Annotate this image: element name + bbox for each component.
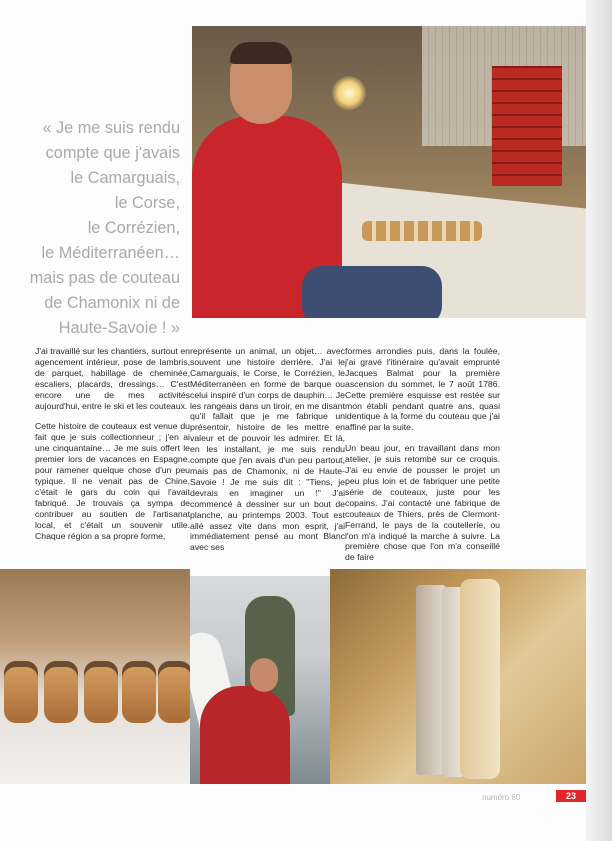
knife-closeup-photo: [330, 569, 586, 784]
paragraph: représente un animal, un objet… avec souvent une histoire derrière. J'ai le Camarguais, le Corse, le Corrézien, le Méditerranéen en forme de barque ou celui inspiré d'un corps de dauphin… Je les rangeais dans un tiroir, en me disant qu'il fallait que je me fabrique un présentoir, histoire de les mettre en valeur et de pouvoir les admirer. Et là, en les installant, je me suis rendu compte que j'en avais d'un peu partout, mais pas de Chamonix, ni de Haute-Savoie ! Je me suis dit : "Tiens, je devrais en imaginer un !" J'ai commencé à dessiner sur un bout de planche, au printemps 2003. Tout est allé assez vite dans mon esprit, j'ai immédiatement pensé au mont Blanc avec ses: [190, 346, 345, 553]
quote-line: compte que j'avais: [45, 144, 180, 162]
paragraph: Un beau jour, en travaillant dans mon atelier, je suis retombé sur ce croquis. J'ai eu envie de pousser le projet un peu plus loin et de fabriquer une petite série de couteaux, juste pour les copains. J'ai contacté une fabrique de couteaux de Thiers, près de Clermont-Ferrand, le pays de la coutellerie, ou l'on m'a indiqué la marche à suivre. La première chose que l'on m'a conseillé de faire: [345, 443, 500, 563]
workshop-photo: [192, 26, 586, 318]
knife-handle: [460, 579, 500, 779]
knife-handle: [44, 661, 78, 723]
page-number: 23: [556, 790, 586, 802]
paragraph: J'ai travaillé sur les chantiers, surtout en agencement intérieur, pose de lambris, de parquet, habillage de cheminée, escaliers, placards, dressings… C'est encore une de mes activités aujourd'hui, entre le ski et les couteaux.: [35, 346, 190, 411]
quote-line: de Chamonix ni de: [44, 294, 180, 312]
knife-handle: [4, 661, 38, 723]
quote-line: Haute-Savoie ! »: [58, 319, 180, 337]
text-column-2: [190, 346, 345, 563]
pull-quote: [14, 116, 180, 341]
knife-handle: [122, 661, 156, 723]
craftsman-legs: [302, 266, 442, 318]
issue-label: numéro 60: [482, 793, 521, 802]
knife-row: [362, 221, 482, 241]
quote-line: mais pas de couteau: [29, 269, 180, 287]
knife-handle: [158, 661, 190, 723]
text-column-3: [345, 346, 500, 573]
craftsman-hair: [230, 42, 292, 64]
statue-photo: [190, 576, 330, 784]
quote-line: le Camarguais,: [70, 169, 180, 187]
quote-line: « Je me suis rendu: [42, 119, 180, 137]
craftsman-head: [250, 658, 278, 692]
paragraph: Cette histoire de couteaux est venue du fait que je suis collectionneur ; j'en ai une cinquantaine… Je me suis offert le premier lors de vacances en Espagne, pour ramener quelque chose d'un peu typique. Il ne venait pas de Chine, c'était le gars du coin qui l'avait fabriqué. Je trouvais ça sympa de contribuer au soutien de l'artisanat local, et c'était un souvenir utile. Chaque région a sa propre forme,: [35, 421, 190, 541]
quote-line: le Méditerranéen…: [41, 244, 180, 262]
lamp-icon: [332, 76, 366, 110]
knife-handle: [84, 661, 118, 723]
page-edge: [586, 0, 612, 841]
knives-photo: [0, 569, 190, 784]
paragraph: formes arrondies puis, dans la foulée, j'ai gravé l'itinéraire qu'avait emprunté Jacques Balmat pour la première ascension du sommet, le 7 août 1786. Cette première esquisse est restée sur mon établi pendant quatre ans, quasi identique à la forme du couteau que j'ai affiné par la suite.: [345, 346, 500, 433]
quote-line: le Corse,: [114, 194, 180, 212]
text-column-1: [35, 346, 190, 551]
quote-line: le Corrézien,: [87, 219, 180, 237]
craftsman-figure: [200, 686, 290, 784]
parts-drawers: [492, 66, 562, 186]
